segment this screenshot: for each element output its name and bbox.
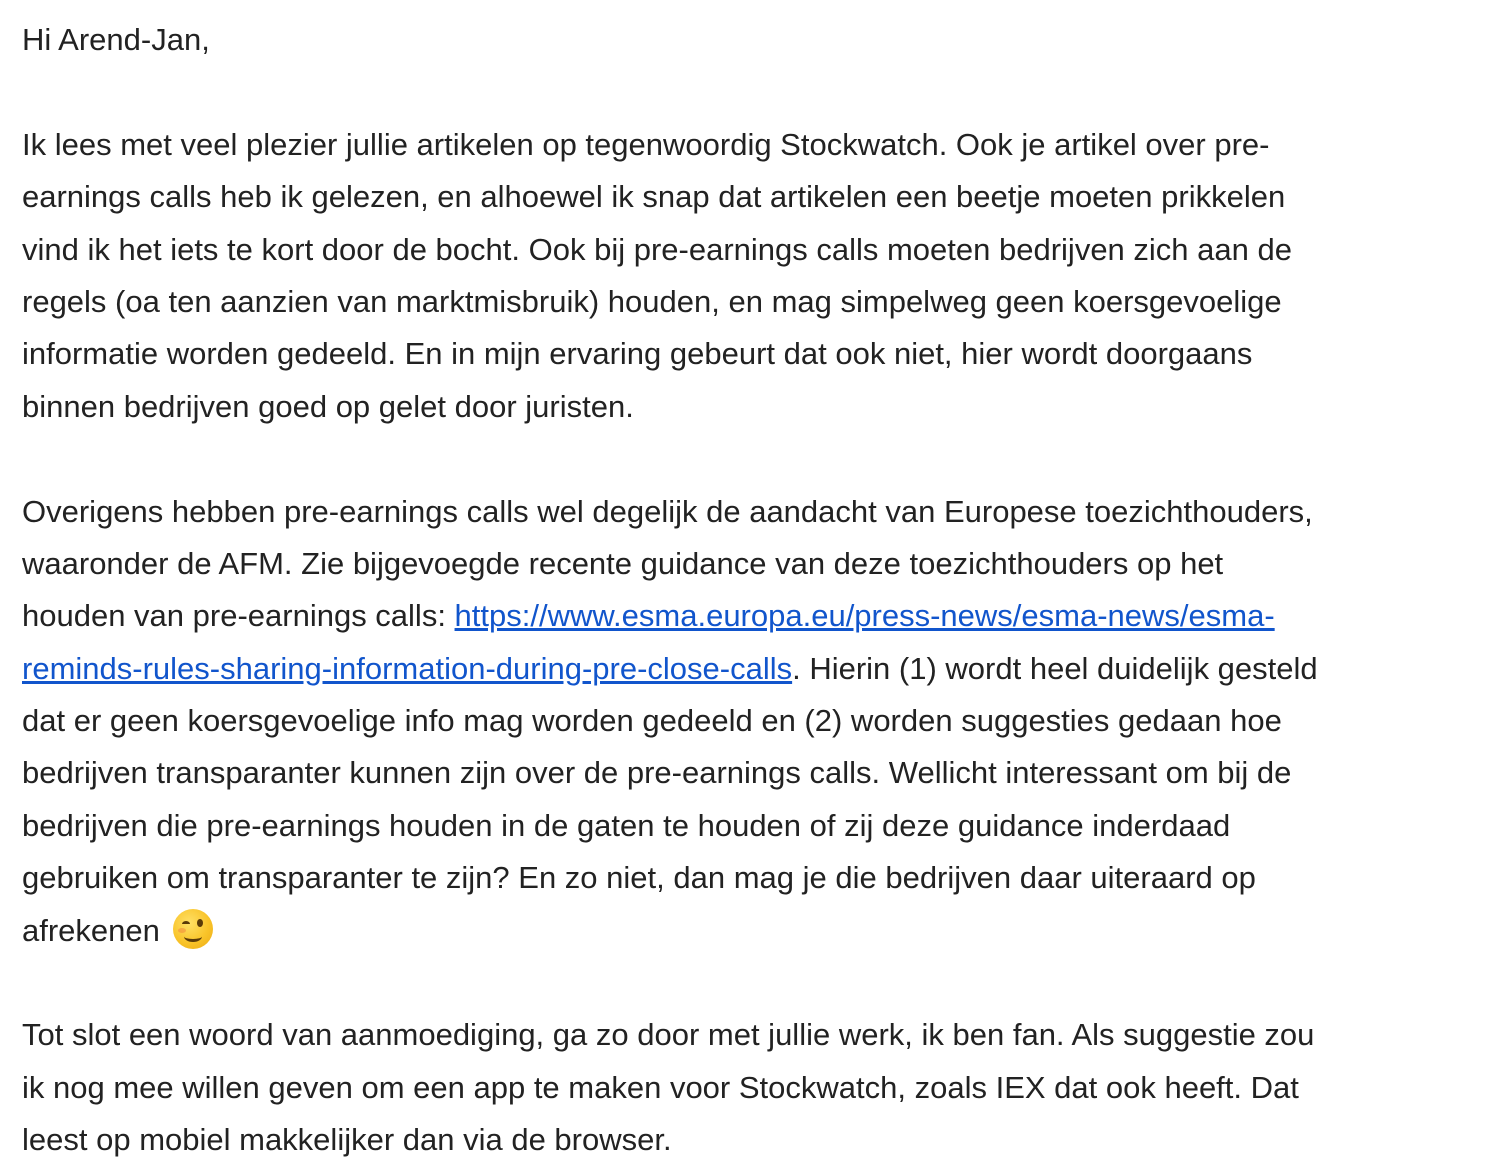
paragraph-1-line: vind ik het iets te kort door de bocht. Ook bij pre-earnings calls moeten bedrijven zich aan de xyxy=(22,231,1292,267)
paragraph-1-line: informatie worden gedeeld. En in mijn ervaring gebeurt dat ook niet, hier wordt doorgaans xyxy=(22,336,1253,372)
paragraph-1-line: earnings calls heb ik gelezen, en alhoewel ik snap dat artikelen een beetje moeten prikkelen xyxy=(22,179,1286,215)
email-greeting: Hi Arend-Jan, xyxy=(22,22,210,57)
paragraph-spacer xyxy=(22,957,1492,1009)
email-paragraph-2 xyxy=(22,486,1492,958)
paragraph-2-text: afrekenen xyxy=(22,912,160,948)
paragraph-spacer xyxy=(22,66,1492,118)
paragraph-2-line-with-link xyxy=(22,643,1492,695)
esma-guidance-link-continued[interactable]: reminds-rules-sharing-information-during-pre-close-calls xyxy=(22,650,793,686)
email-paragraph-3 xyxy=(22,1009,1492,1166)
paragraph-3-line: leest op mobiel makkelijker dan via de browser. xyxy=(22,1122,672,1158)
paragraph-2-line: waaronder de AFM. Zie bijgevoegde recente guidance van deze toezichthouders op het xyxy=(22,545,1224,581)
paragraph-1-line: Ik lees met veel plezier jullie artikelen op tegenwoordig Stockwatch. Ook je artikel over pre- xyxy=(22,126,1270,162)
paragraph-2-text: . Hierin (1) wordt heel duidelijk gesteld xyxy=(792,650,1318,686)
email-paragraph-1 xyxy=(22,119,1492,433)
paragraph-2-line: Overigens hebben pre-earnings calls wel degelijk de aandacht van Europese toezichthouders, xyxy=(22,493,1313,529)
paragraph-1-line: regels (oa ten aanzien van marktmisbruik) houden, en mag simpelweg geen koersgevoelige xyxy=(22,283,1282,319)
paragraph-2-line-with-emoji xyxy=(22,905,1492,957)
winking-face-icon xyxy=(173,909,213,949)
paragraph-2-line: bedrijven transparanter kunnen zijn over de pre-earnings calls. Wellicht interessant om bij de xyxy=(22,755,1292,791)
email-body xyxy=(22,14,1492,1167)
paragraph-3-line: Tot slot een woord van aanmoediging, ga zo door met jullie werk, ik ben fan. Als suggestie zou xyxy=(22,1017,1315,1053)
paragraph-spacer xyxy=(22,433,1492,485)
esma-guidance-link[interactable]: https://www.esma.europa.eu/press-news/esma-news/esma- xyxy=(454,598,1275,634)
paragraph-2-line-with-link xyxy=(22,590,1492,642)
paragraph-3-line: ik nog mee willen geven om een app te maken voor Stockwatch, zoals IEX dat ook heeft. Dat xyxy=(22,1069,1299,1105)
paragraph-2-line: dat er geen koersgevoelige info mag worden gedeeld en (2) worden suggesties gedaan hoe xyxy=(22,703,1282,739)
paragraph-1-line: binnen bedrijven goed op gelet door juristen. xyxy=(22,388,634,424)
paragraph-2-line: gebruiken om transparanter te zijn? En zo niet, dan mag je die bedrijven daar uiteraard op xyxy=(22,860,1256,896)
paragraph-2-line: bedrijven die pre-earnings houden in de gaten te houden of zij deze guidance inderdaad xyxy=(22,807,1231,843)
paragraph-2-text: houden van pre-earnings calls: xyxy=(22,598,455,634)
